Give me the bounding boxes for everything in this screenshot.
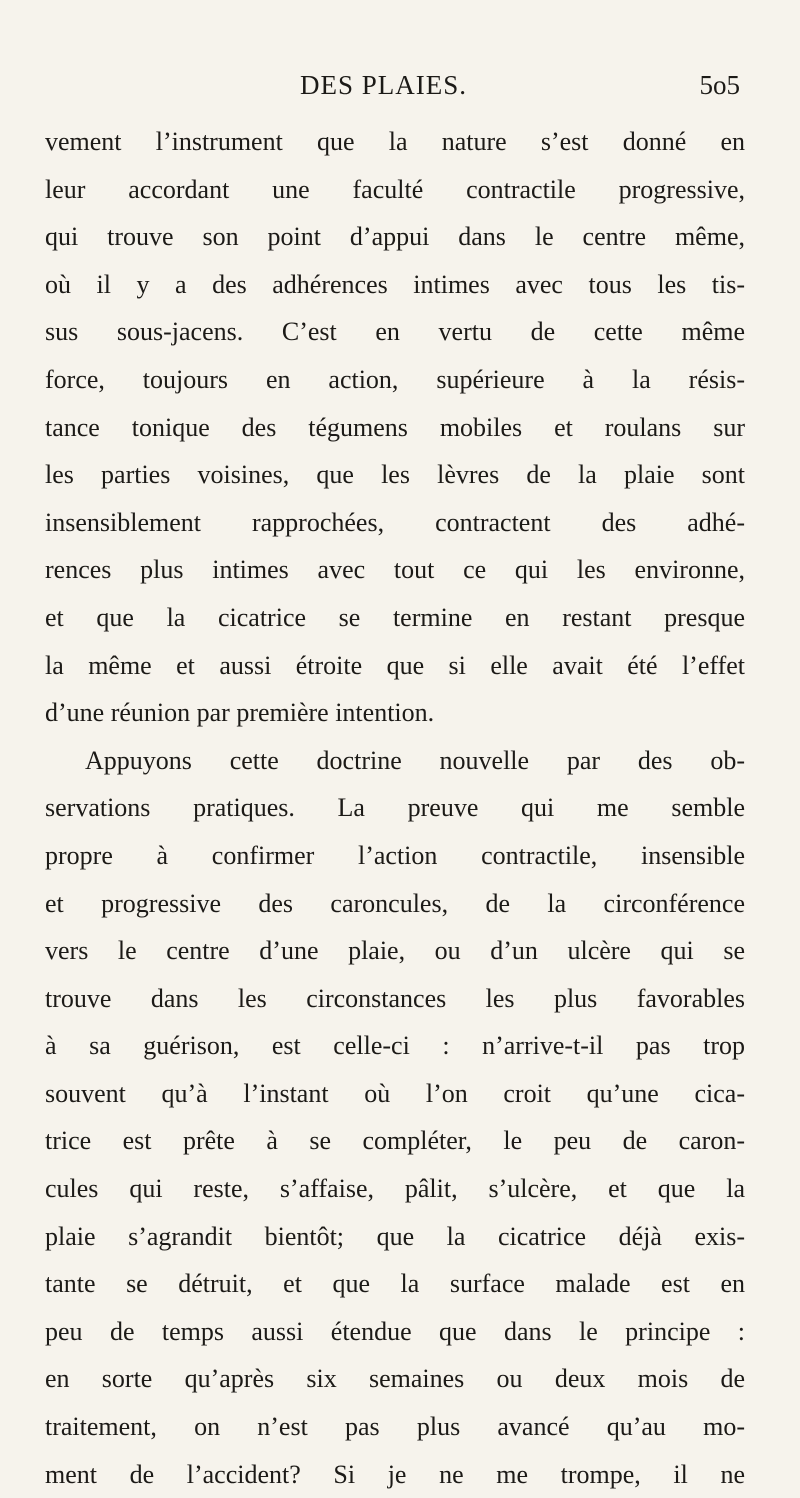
body-text <box>45 118 745 1498</box>
text-line: insensiblement rapprochées, contractent des adhé- <box>45 507 745 537</box>
text-line: souvent qu’à l’instant où l’on croit qu’une cica- <box>45 1078 745 1108</box>
text-line: rences plus intimes avec tout ce qui les environne, <box>45 555 745 585</box>
text-line: à sa guérison, est celle-ci : n’arrive-t-il pas trop <box>45 1031 745 1061</box>
text-line: et que la cicatrice se termine en restant presque <box>45 602 745 632</box>
page-number: 5o5 <box>699 70 740 100</box>
text-line: peu de temps aussi étendue que dans le principe : <box>45 1316 745 1346</box>
running-head <box>30 70 740 110</box>
text-line: Appuyons cette doctrine nouvelle par des ob- <box>85 745 745 775</box>
text-line: vement l’instrument que la nature s’est donné en <box>45 127 745 156</box>
text-line: traitement, on n’est pas plus avancé qu’au mo- <box>45 1412 745 1442</box>
text-line: d’une réunion par première intention. <box>45 698 435 728</box>
text-line: trice est prête à se compléter, le peu de caron- <box>45 1126 745 1156</box>
text-line: et progressive des caroncules, de la circonférence <box>45 888 745 918</box>
text-line: où il y a des adhérences intimes avec tous les tis- <box>45 269 745 299</box>
text-line: tance tonique des tégumens mobiles et roulans sur <box>45 412 745 442</box>
text-line: force, toujours en action, supérieure à la résis- <box>45 364 745 394</box>
text-line: la même et aussi étroite que si elle avait été l’effet <box>45 650 745 680</box>
text-line: qui trouve son point d’appui dans le centre même, <box>45 222 745 252</box>
text-line: leur accordant une faculté contractile progressive, <box>45 174 745 204</box>
text-line: propre à confirmer l’action contractile, insensible <box>45 840 745 870</box>
running-title: DES PLAIES. <box>300 70 468 100</box>
text-line: plaie s’agrandit bientôt; que la cicatrice déjà exis- <box>45 1221 745 1251</box>
text-line: cules qui reste, s’affaise, pâlit, s’ulcère, et que la <box>45 1174 745 1204</box>
text-line: trouve dans les circonstances les plus favorables <box>45 983 745 1013</box>
text-line: les parties voisines, que les lèvres de la plaie sont <box>45 460 745 490</box>
text-line: sus sous-jacens. C’est en vertu de cette même <box>45 317 745 347</box>
text-line: servations pratiques. La preuve qui me semble <box>45 793 745 823</box>
text-line: en sorte qu’après six semaines ou deux mois de <box>45 1364 745 1394</box>
text-line: tante se détruit, et que la surface malade est en <box>45 1269 745 1299</box>
text-line: vers le centre d’une plaie, ou d’un ulcère qui se <box>45 936 745 966</box>
text-line: ment de l’accident? Si je ne me trompe, il ne <box>45 1459 745 1489</box>
